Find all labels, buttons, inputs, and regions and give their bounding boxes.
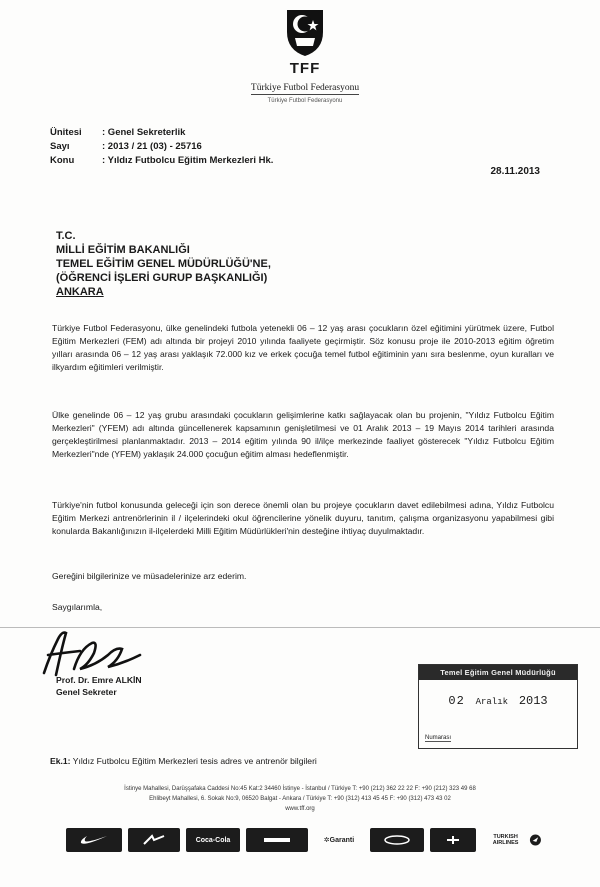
sponsor-logo-2 [128,828,180,852]
signatory [56,674,142,698]
stamp-title: Temel Eğitim Genel Müdürlüğü [419,665,577,680]
tff-logo [250,6,360,104]
coca-cola-logo: Coca-Cola [186,828,240,852]
addressee-line: T.C. [56,230,76,242]
unit-label: Ünitesi [50,127,82,138]
sponsor-bar [66,828,542,852]
received-stamp [418,664,578,749]
letter-meta [50,126,273,168]
footer-line: İstinye Mahallesi, Darüşşafaka Caddesi No:45 Kat:2 34460 İstinye - İstanbul / Türkiye T: +90 (212) 362 22 22 F: +90 (212) 323 49 68 [124,786,476,792]
turkish-airlines-icon [529,833,542,847]
sponsor-logo-7 [430,828,476,852]
closing-line: Gereğini bilgilerinize ve müsadelerinize arz ederim. [52,571,247,581]
tff-crest-icon [283,6,327,58]
org-name: Türkiye Futbol Federasyonu [250,83,360,93]
stamp-month: Aralık [475,697,508,707]
addressee [56,229,271,299]
footer-website: www.tff.org [285,806,315,812]
signatory-name: Prof. Dr. Emre ALKİN [56,675,142,685]
addressee-line: MİLLİ EĞİTİM BAKANLIĞI [56,244,190,256]
subject-label: Konu [50,155,75,166]
unit-value: : Genel Sekreterlik [102,127,186,138]
org-abbr: TFF [289,60,321,77]
footer-address [40,784,560,814]
turkish-airlines-logo: TURKISH AIRLINES [482,828,542,852]
nike-logo [66,828,122,852]
org-subname: Türkiye Futbol Federasyonu [267,98,343,104]
regards-line: Saygılarımla, [52,602,103,612]
addressee-line: TEMEL EĞİTİM GENEL MÜDÜRLÜĞÜ'NE, [56,258,271,270]
subject-value: : Yıldız Futbolcu Eğitim Merkezleri Hk. [102,155,274,166]
attachment-label: Ek.1: [50,756,71,766]
stamp-day: 02 [448,694,465,708]
garanti-logo: ✲ Garanti [323,836,355,844]
number-label: Sayı [50,141,70,152]
garanti-icon: ✲ [323,837,330,844]
stamp-year: 2013 [518,694,548,708]
signatory-title: Genel Sekreter [56,687,117,697]
stamp-date [419,694,577,708]
footer-line: Ehlibeyt Mahallesi, 6. Sokak No:9, 06520 Balgat - Ankara / Türkiye T: +90 (312) 413 45 45 F: +90 (312) 473 43 02 [149,796,451,802]
body-paragraph: Türkiye Futbol Federasyonu, ülke genelindeki futbola yetenekli 06 – 12 yaş arası çocukların özel eğitimini yürütmek üzere, Futbol Eğitim Merkezleri (FEM) adı altında bir projeyi 2010 yılında faaliyete geçirmiştir. Söz konusu proje ile 2010-2013 eğitim öğretim yılları arasında 06 – 12 yaş arası yaklaşık 72.000 kız ve erkek çocuğa temel futbol eğitiminin yanı sıra beslenme, oyun kuralları ve ilkyardım eğitimleri verilmiştir. [52,323,554,372]
body-paragraph: Ülke genelinde 06 – 12 yaş grubu arasındaki çocukların gelişimlerine katkı sağlayacak olan bu projenin, "Yıldız Futbolcu Eğitim Merkezleri" (YFEM) adı altında güncellenerek kapsamının genişletilmesi ve 01 Aralık 2013 – 19 Mayıs 2014 tarihleri arasında gerçekleştirilmesi planlanmaktadır. 2013 – 2014 eğitim yılında 90 il/ilçe merkezinde faaliyet gösterecek "Yıldız Futbolcu Eğitim Merkezleri"nde (YFEM) yaklaşık 24.000 çocuğun eğitim alması hedeflenmiştir. [52,410,554,459]
number-value: : 2013 / 21 (03) - 25716 [102,141,202,152]
addressee-city: ANKARA [56,286,104,298]
sponsor-logo-4 [246,828,308,852]
attachment-text: Yıldız Futbolcu Eğitim Merkezleri tesis adres ve antrenör bilgileri [70,756,317,766]
addressee-line: (ÖĞRENCİ İŞLERİ GURUP BAŞKANLIĞI) [56,272,268,284]
attachment-line [50,756,317,766]
letter-date: 28.11.2013 [490,166,540,177]
stamp-foot: Numarası [425,735,452,741]
body-paragraph: Türkiye'nin futbol konusunda geleceği için son derece önemli olan bu projeye çocukların davet edilebilmesi adına, Yıldız Futbolcu Eğitim Merkezi antrenörlerinin il / ilçelerindeki okul öğrencilerine yönelik duyuru, tanıtım, çalışma organizasyonu yapabilmesi gibi konularda Bakanlığınızın il-ilçelerdeki Milli Eğitim Müdürlükleri'nin desteğine ihtiyaç duyulmaktadır. [52,500,554,536]
sponsor-logo-6 [370,828,424,852]
